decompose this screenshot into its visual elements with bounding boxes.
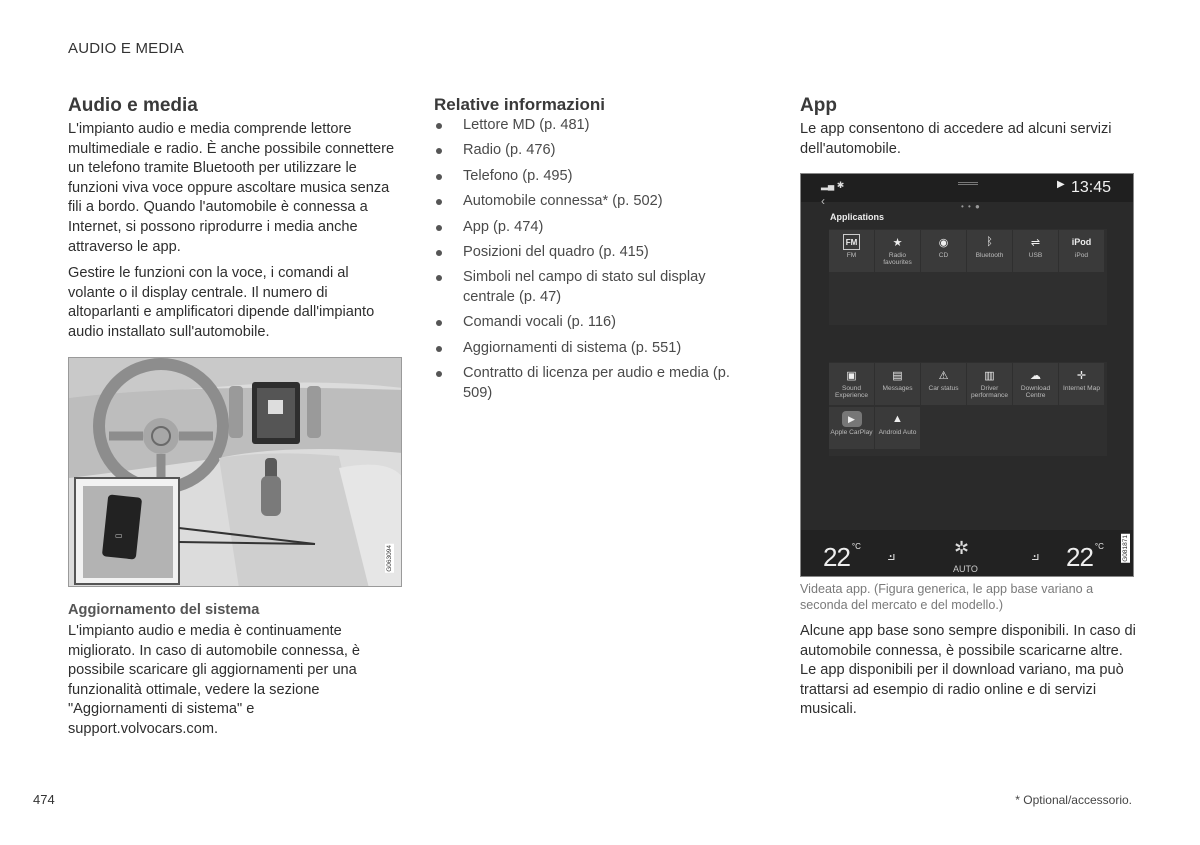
list-item-label: Automobile connessa* (p. 502) [463, 193, 663, 210]
list-item[interactable] [434, 167, 754, 187]
app-tile-messages[interactable] [875, 363, 920, 405]
fan-icon[interactable]: ✲ [954, 538, 970, 558]
intro-paragraph: L'impianto audio e media comprende lettore multimediale e radio. È anche possibile connettere un telefono tramite Bluetooth per utilizzare le funzioni viva voce oppure ascoltare musica senza fili a bordo. Quando l'automobile è connessa a Internet, si possono riprodurre i media anche attraverso le app. [68, 121, 395, 255]
center-display-screenshot [800, 173, 1134, 577]
related-info-list [434, 116, 754, 409]
clock: 13:45 [1071, 179, 1112, 196]
list-item-label: Aggiornamenti di sistema (p. 551) [463, 339, 682, 356]
list-item-label: Radio (p. 476) [463, 142, 556, 159]
bullet-icon [436, 148, 442, 154]
app-label: Driver performance [970, 385, 1009, 400]
drag-handle-icon[interactable] [958, 182, 978, 185]
update-paragraph: L'impianto audio e media è continuamente migliorato. In caso di automobile connessa, è possibile scaricare gli aggiornamenti per una funzionalità ottimale, vedere la sezione "Aggiornamenti di sistema" e support.volvocars.com. [68, 623, 361, 737]
app-tile-usb[interactable] [1013, 230, 1058, 272]
list-item[interactable] [434, 339, 754, 359]
app-tile-download-centre[interactable] [1013, 363, 1058, 405]
app-tile-apple-carplay[interactable] [829, 407, 874, 449]
seat-heat-right-icon[interactable]: ⟓ [1031, 544, 1040, 564]
bullet-icon [436, 250, 442, 256]
app-label: CD [938, 252, 949, 259]
dashboard-drawing [69, 358, 402, 587]
list-item-label: App (p. 474) [463, 218, 544, 235]
figure-code: G081871 [1122, 535, 1129, 562]
app-row-3 [829, 407, 920, 449]
list-item[interactable] [434, 192, 754, 212]
bullet-icon [436, 275, 442, 281]
related-info-title: Relative informazioni [434, 95, 605, 114]
app-row-1 [829, 230, 1104, 272]
temperature-unit: °C [851, 542, 861, 551]
list-item[interactable] [434, 141, 754, 161]
list-item[interactable] [434, 364, 754, 403]
bullet-icon [436, 371, 442, 377]
app-tile-bluetooth[interactable] [967, 230, 1012, 272]
temperature-left-value: 22 [823, 542, 850, 572]
bullet-icon [436, 199, 442, 205]
temperature-right[interactable] [1066, 542, 1104, 573]
temperature-right-value: 22 [1066, 542, 1093, 572]
app-tile-sound-experience[interactable] [829, 363, 874, 405]
bullet-icon [436, 225, 442, 231]
list-item[interactable] [434, 116, 754, 136]
controls-paragraph: Gestire le funzioni con la voce, i comandi al volante o il display centrale. Il numero di altoparlanti e amplificatori dipende dall'impianto audio installato sull'automobile. [68, 265, 375, 340]
dashboard-illustration [68, 357, 402, 587]
list-item-label: Lettore MD (p. 481) [463, 117, 590, 133]
signal-icon: ▂▄ ✱ [821, 180, 845, 190]
list-item-label: Telefono (p. 495) [463, 167, 573, 184]
performance-icon: ▥ [984, 369, 995, 382]
climate-bar [801, 530, 1133, 576]
section-title-app: App [800, 95, 837, 116]
page-dots-icon: • • ● [961, 202, 981, 211]
usb-icon: ⇌ [1030, 236, 1041, 249]
app-label: USB [1028, 252, 1043, 259]
list-item-label: Simboli nel campo di stato sul display centrale (p. 47) [463, 269, 706, 305]
app-tile-internet-map[interactable] [1059, 363, 1104, 405]
bullet-icon [436, 320, 442, 326]
app-tile-cd[interactable] [921, 230, 966, 272]
list-item-label: Comandi vocali (p. 116) [463, 314, 617, 331]
app-tile-fm[interactable] [829, 230, 874, 272]
app-label: Sound Experience [835, 385, 868, 400]
play-icon: ▶ [1057, 179, 1065, 190]
temperature-unit: °C [1094, 542, 1104, 551]
back-icon[interactable]: ‹ [821, 194, 825, 208]
radio-fm-icon: FM [843, 234, 861, 250]
list-item[interactable] [434, 243, 754, 263]
download-icon: ☁ [1030, 369, 1041, 382]
apps-paragraph: Alcune app base sono sempre disponibili. In caso di automobile connessa, è possibile scaricarne altre. Le app disponibili per il download variano, ma può trattarsi ad esempio di radio online e di servizi musicali. [800, 623, 1136, 718]
bullet-icon [436, 174, 442, 180]
app-label: Bluetooth [975, 252, 1004, 259]
app-label: Internet Map [1062, 385, 1101, 392]
list-item[interactable] [434, 313, 754, 333]
cd-icon: ◉ [938, 236, 949, 249]
app-label: Messages [882, 385, 913, 392]
svg-text:▭: ▭ [115, 531, 123, 540]
app-row-2 [829, 363, 1104, 405]
bullet-icon [436, 123, 442, 129]
figure-caption: Videata app. (Figura generica, le app base variano a seconda del mercato e del modello.) [800, 582, 1094, 612]
app-label: Car status [928, 385, 959, 392]
status-bar [801, 174, 1133, 202]
applications-heading: Applications [830, 212, 885, 222]
auto-label: AUTO [953, 564, 978, 574]
car-status-icon: ⚠ [938, 369, 949, 382]
footnote: * Optional/accessorio. [1015, 793, 1132, 807]
app-label: FM [846, 252, 857, 259]
subsection-title-system-update: Aggiornamento del sistema [68, 602, 260, 618]
app-label: Apple CarPlay [830, 429, 873, 436]
app-tile-ipod[interactable] [1059, 230, 1104, 272]
temperature-left[interactable] [823, 542, 861, 573]
app-tile-driver-performance[interactable] [967, 363, 1012, 405]
app-label: Radio favourites [883, 252, 912, 267]
app-tile-android-auto[interactable] [875, 407, 920, 449]
android-auto-icon: ▲ [892, 413, 903, 425]
bullet-icon [436, 346, 442, 352]
bluetooth-icon: ᛒ [986, 236, 993, 248]
app-label: Android Auto [878, 429, 917, 436]
app-label: Download Centre [1020, 385, 1051, 400]
figure-code: G063094 [386, 545, 393, 572]
page-header: AUDIO E MEDIA [68, 40, 184, 57]
seat-heat-left-icon[interactable]: ⟓ [887, 544, 896, 564]
app-label: iPod [1074, 252, 1089, 259]
ipod-icon: iPod [1071, 237, 1092, 247]
list-item-label: Contratto di licenza per audio e media (p. 509) [463, 365, 730, 401]
app-intro-paragraph: Le app consentono di accedere ad alcuni servizi dell'automobile. [800, 121, 1112, 157]
list-item[interactable] [434, 218, 754, 238]
map-icon: ✛ [1076, 369, 1087, 382]
radio-favourites-icon: ★ [892, 236, 903, 249]
messages-icon: ▤ [892, 369, 903, 382]
app-tile-radio-favourites[interactable] [875, 230, 920, 272]
carplay-icon: ▶ [842, 411, 862, 427]
speaker-icon: ▣ [846, 369, 857, 382]
list-item[interactable] [434, 268, 754, 307]
list-item-label: Posizioni del quadro (p. 415) [463, 243, 649, 260]
section-title-audio-media: Audio e media [68, 95, 198, 116]
page-number: 474 [33, 792, 55, 807]
app-tile-car-status[interactable] [921, 363, 966, 405]
